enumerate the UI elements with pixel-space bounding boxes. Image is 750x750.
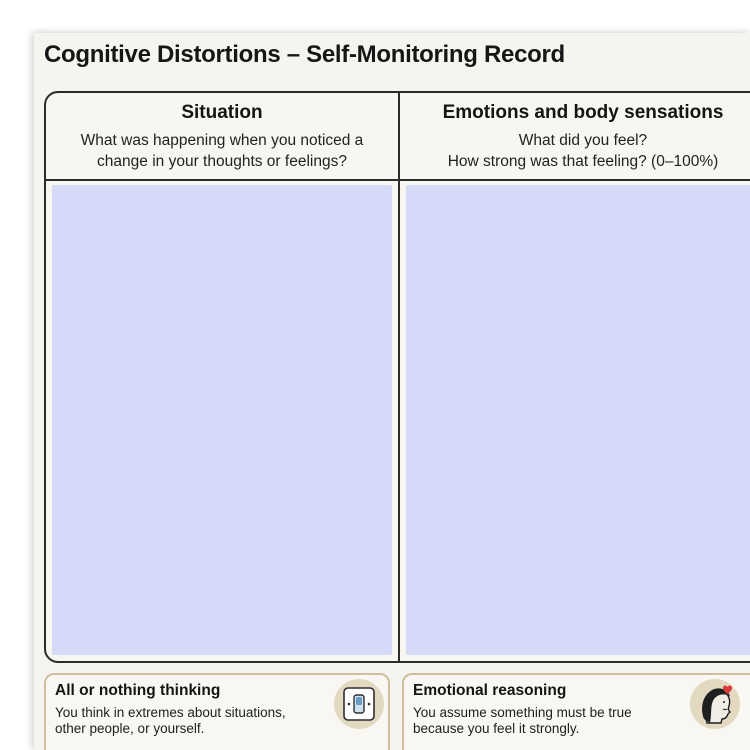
emotions-prompt-line-1: What did you feel?	[518, 132, 648, 149]
emotions-prompt-line-2: How strong was that feeling? (0–100%)	[447, 153, 719, 170]
situation-header	[46, 93, 398, 181]
distortion-card-description: You assume something must be true because you feel it strongly.	[413, 705, 632, 736]
emotions-heading: Emotions and body sensations	[442, 102, 724, 123]
emotions-prompt	[423, 130, 743, 172]
situation-column	[46, 93, 400, 661]
emotions-header	[400, 93, 750, 181]
light-switch-icon	[334, 679, 384, 729]
self-monitoring-table	[44, 91, 750, 663]
situation-writing-area[interactable]	[52, 185, 392, 655]
head-with-heart-icon	[690, 679, 740, 729]
worksheet-page	[34, 33, 750, 750]
emotions-column	[400, 93, 750, 661]
emotions-writing-area[interactable]	[406, 185, 750, 655]
situation-prompt: What was happening when you noticed a change in your thoughts or feelings?	[80, 132, 364, 170]
distortion-card-description: You think in extremes about situations, other people, or yourself.	[55, 705, 286, 736]
distortion-card-title: Emotional reasoning	[413, 682, 567, 699]
situation-heading: Situation	[181, 102, 263, 123]
page-title: Cognitive Distortions – Self-Monitoring Record	[44, 41, 565, 68]
distortion-card-title: All or nothing thinking	[55, 682, 221, 699]
distortion-card-emotional-reasoning	[402, 673, 750, 750]
distortion-card-all-or-nothing	[44, 673, 390, 750]
